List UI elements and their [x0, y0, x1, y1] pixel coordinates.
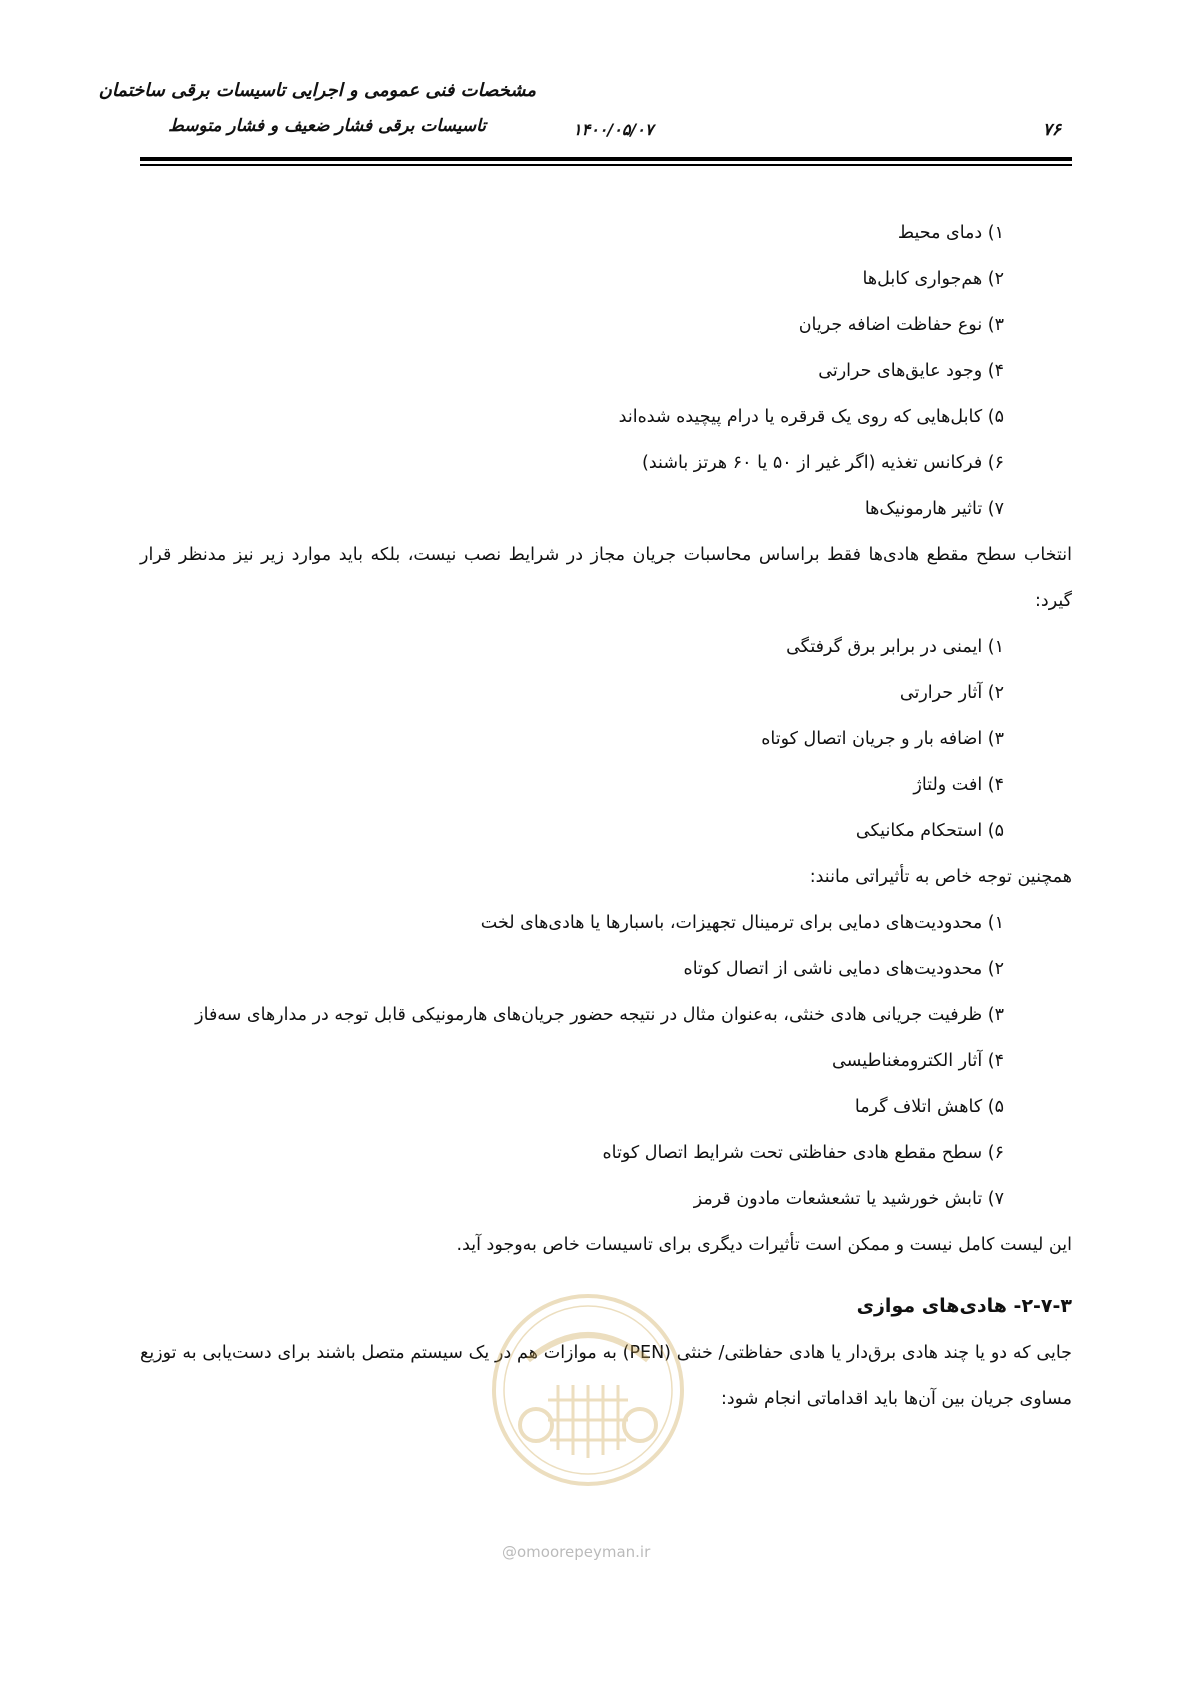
list-item: ۲) آثار حرارتی	[899, 683, 1004, 703]
list-item: ۴) وجود عایق‌های حرارتی	[818, 361, 1004, 381]
list-item: ۷) تاثیر هارمونیک‌ها	[864, 499, 1004, 519]
factor-list	[140, 210, 1072, 532]
list-item: ۴) افت ولتاژ	[913, 775, 1004, 795]
header-subtitle: تاسیسات برقی فشار ضعیف و فشار متوسط	[168, 116, 486, 136]
list-item: ۷) تابش خورشید یا تشعشعات مادون قرمز	[693, 1189, 1004, 1209]
main-content	[140, 210, 1072, 1422]
list-item: ۵) استحکام مکانیکی	[855, 821, 1004, 841]
special-attention-paragraph: همچنین توجه خاص به تأثیراتی مانند:	[809, 867, 1072, 887]
list-item: ۴) آثار الکترومغناطیسی	[832, 1051, 1004, 1071]
list-item: ۳) ظرفیت جریانی هادی خنثی، به‌عنوان مثال در نتیجه حضور جریان‌های هارمونیکی قابل توجه در مدارهای سه‌فاز	[195, 1005, 1004, 1025]
list-item: ۲) هم‌جواری کابل‌ها	[862, 269, 1004, 289]
header-rule-thick	[140, 157, 1072, 161]
spacer	[140, 1268, 1072, 1282]
section-body: جایی که دو یا چند هادی برق‌دار یا هادی حفاظتی/ خنثی (PEN) به موازات هم در یک سیستم متصل باشند برای دست‌یابی به توزیع مساوی جریان بین آن‌ها باید اقداماتی انجام شود:	[140, 1343, 1073, 1409]
selection-paragraph: انتخاب سطح مقطع هادی‌ها فقط براساس محاسبات جریان مجاز در شرایط نصب نیست، بلکه باید موارد زیر نیز مدنظر قرار گیرد:	[140, 545, 1072, 611]
header-rule-thin	[140, 164, 1072, 166]
list-item: ۳) اضافه بار و جریان اتصال کوتاه	[761, 729, 1004, 749]
incomplete-list-note: این لیست کامل نیست و ممکن است تأثیرات دیگری برای تاسیسات خاص به‌وجود آید.	[456, 1235, 1072, 1255]
section-heading: ۲-۷-۳- هادی‌های موازی	[856, 1295, 1072, 1317]
list-item: ۲) محدودیت‌های دمایی ناشی از اتصال کوتاه	[683, 959, 1004, 979]
list-item: ۵) کاهش اتلاف گرما	[854, 1097, 1004, 1117]
header-title: مشخصات فنی عمومی و اجرایی تاسیسات برقی ساختمان	[98, 80, 536, 101]
list-item: ۱) ایمنی در برابر برق گرفتگی	[786, 637, 1004, 657]
list-item: ۶) سطح مقطع هادی حفاظتی تحت شرایط اتصال کوتاه	[602, 1143, 1004, 1163]
list-item: ۱) دمای محیط	[897, 223, 1004, 243]
watermark-url: @omoorepeyman.ir	[502, 1543, 651, 1561]
list-item: ۱) محدودیت‌های دمایی برای ترمینال تجهیزات، باسبارها یا هادی‌های لخت	[480, 913, 1004, 933]
header-date: ۱۴۰۰/۰۵/۰۷	[573, 120, 654, 139]
list-item: ۳) نوع حفاظت اضافه جریان	[798, 315, 1004, 335]
list-item: ۵) کابل‌هایی که روی یک قرقره یا درام پیچیده شده‌اند	[618, 407, 1004, 427]
page-number: ۷۶	[1042, 120, 1061, 140]
effects-list	[140, 900, 1072, 1222]
list-item: ۶) فرکانس تغذیه (اگر غیر از ۵۰ یا ۶۰ هرتز باشند)	[642, 453, 1004, 473]
considerations-list	[140, 624, 1072, 854]
